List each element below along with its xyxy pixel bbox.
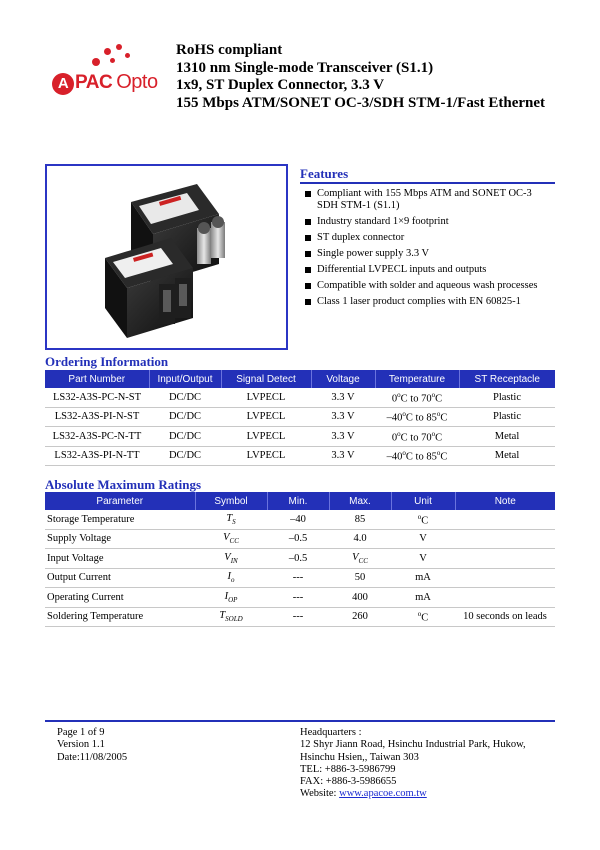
signal-detect-cell: LVPECL [221, 446, 311, 466]
unit-cell [391, 529, 455, 549]
ordering-table [45, 370, 555, 466]
footer-page-info [57, 727, 127, 764]
website-link[interactable]: www.apacoe.com.tw [339, 788, 427, 800]
column-header: Voltage [311, 370, 375, 388]
table-row [45, 407, 555, 427]
temperature-unit: C [435, 393, 443, 404]
footer-contact [300, 727, 526, 801]
feature-text: Compatible with solder and aqueous wash processes [317, 280, 538, 291]
document-header [176, 42, 545, 112]
part-number-cell: LS32-A3S-PI-N-ST [45, 407, 149, 427]
voltage-cell: 3.3 V [311, 388, 375, 407]
unit-value: C [421, 612, 429, 624]
voltage-cell: 3.3 V [311, 427, 375, 447]
feature-item [305, 296, 555, 308]
feature-text: ST duplex connector [317, 232, 405, 243]
symbol-subscript: IN [230, 556, 238, 565]
parameter-cell: Supply Voltage [45, 529, 195, 549]
part-number-cell: LS32-A3S-PC-N-TT [45, 427, 149, 447]
unit-cell [391, 588, 455, 608]
page-number: Page 1 of 9 [57, 727, 105, 738]
symbol: I [227, 571, 231, 583]
features-title: Features [300, 166, 349, 181]
bullet-icon [305, 267, 311, 273]
max-cell [329, 529, 391, 549]
symbol-cell [195, 510, 267, 529]
parameter-cell: Output Current [45, 568, 195, 588]
column-header: Min. [267, 492, 329, 510]
temperature-low: 0 [391, 432, 398, 443]
column-header: Unit [391, 492, 455, 510]
column-header: Parameter [45, 492, 195, 510]
temperature-low: 0 [391, 393, 398, 404]
header-line-standards: 155 Mbps ATM/SONET OC-3/SDH STM-1/Fast Ethernet [176, 94, 546, 111]
min-cell: –0.5 [267, 549, 329, 569]
feature-item [305, 216, 555, 228]
website-label: Website: [300, 788, 340, 800]
symbol: V [224, 551, 231, 563]
symbol: V [223, 532, 230, 544]
max-value: 400 [352, 591, 368, 603]
table-row [45, 607, 555, 627]
unit-value: mA [415, 591, 431, 603]
max-symbol: V [352, 551, 359, 563]
temperature-cell [375, 388, 459, 407]
io-cell: DC/DC [149, 388, 221, 407]
min-cell: --- [267, 568, 329, 588]
min-cell: --- [267, 607, 329, 627]
table-row [45, 427, 555, 447]
note-cell [455, 588, 555, 608]
parameter-cell: Soldering Temperature [45, 607, 195, 627]
note-cell: 10 seconds on leads [455, 607, 555, 627]
feature-text: Differential LVPECL inputs and outputs [317, 264, 487, 275]
symbol-cell [195, 529, 267, 549]
bullet-icon [305, 191, 311, 197]
fax: FAX: +886-3-5986655 [300, 776, 397, 788]
symbol-subscript: OP [228, 595, 238, 604]
unit-cell [391, 510, 455, 529]
temperature-low: –40 [386, 412, 403, 424]
temperature-unit: C [435, 432, 443, 443]
max-cell [329, 549, 391, 569]
temperature-range: C to 70 [400, 432, 432, 443]
degree-symbol: o [402, 410, 406, 418]
bullet-icon [305, 219, 311, 225]
degree-symbol: o [436, 449, 441, 457]
symbol-subscript: CC [229, 537, 239, 546]
table-row [45, 510, 555, 529]
table-header-row [45, 370, 555, 388]
column-header: Max. [329, 492, 391, 510]
feature-text: Industry standard 1×9 footprint [317, 216, 449, 227]
max-value: 4.0 [353, 533, 367, 545]
address-line-1: 12 Shyr Jiann Road, Hsinchu Industrial Park, Hukow, [300, 739, 526, 751]
temperature-cell [375, 427, 459, 447]
column-header: ST Receptacle [459, 370, 555, 388]
degree-symbol: o [397, 390, 401, 399]
header-line-rohs: RoHS compliant [176, 42, 283, 58]
max-cell [329, 510, 391, 529]
feature-text: Compliant with 155 Mbps ATM and SONET OC-3 SDH STM-1 (S1.1) [317, 188, 532, 211]
symbol-cell [195, 588, 267, 608]
max-value: 85 [354, 513, 366, 525]
max-cell [329, 607, 391, 627]
io-cell: DC/DC [149, 446, 221, 466]
logo-dot [110, 58, 115, 63]
unit-value: C [421, 515, 429, 526]
part-number-cell: LS32-A3S-PC-N-ST [45, 388, 149, 407]
column-header: Signal Detect [221, 370, 311, 388]
degree-symbol: o [431, 390, 436, 399]
part-number-cell: LS32-A3S-PI-N-TT [45, 446, 149, 466]
website-line [300, 788, 526, 800]
degree-symbol: o [397, 429, 401, 438]
degree-symbol: o [436, 410, 441, 418]
table-row [45, 529, 555, 549]
feature-item [305, 232, 555, 244]
unit-value: V [419, 533, 427, 545]
degree-symbol: o [417, 512, 422, 521]
table-row [45, 568, 555, 588]
temperature-low: –40 [386, 451, 403, 463]
voltage-cell: 3.3 V [311, 407, 375, 427]
bullet-icon [305, 283, 311, 289]
unit-cell [391, 568, 455, 588]
parameter-cell: Storage Temperature [45, 510, 195, 529]
min-cell: –40 [267, 510, 329, 529]
symbol-cell [195, 568, 267, 588]
max-cell [329, 568, 391, 588]
headquarters-label: Headquarters : [300, 727, 362, 738]
voltage-cell: 3.3 V [311, 446, 375, 466]
temperature-cell [375, 407, 459, 427]
address-line-2: Hsinchu Hsien,, Taiwan 303 [300, 751, 419, 763]
table-row [45, 388, 555, 407]
parameter-cell: Operating Current [45, 588, 195, 608]
bullet-icon [305, 251, 311, 257]
feature-text: Single power supply 3.3 V [317, 248, 430, 259]
signal-detect-cell: LVPECL [221, 427, 311, 447]
logo-dot [116, 44, 122, 50]
unit-cell [391, 607, 455, 627]
symbol-cell [195, 549, 267, 569]
symbol: T [226, 512, 233, 524]
ratings-title: Absolute Maximum Ratings [45, 477, 202, 492]
bullet-icon [305, 299, 311, 305]
note-cell [455, 510, 555, 529]
min-cell: --- [267, 588, 329, 608]
temperature-range: C to 85 [405, 412, 437, 424]
max-subscript: CC [358, 556, 368, 565]
feature-item [305, 188, 555, 212]
symbol-subscript: SOLD [225, 615, 243, 624]
feature-item [305, 248, 555, 260]
io-cell: DC/DC [149, 407, 221, 427]
feature-item [305, 280, 555, 292]
date: Date:11/08/2005 [57, 751, 128, 763]
symbol-subscript: S [232, 517, 236, 526]
symbol: T [219, 610, 226, 622]
transceiver-illustration [47, 166, 286, 348]
temperature-range: C to 70 [400, 393, 432, 404]
temperature-range: C to 85 [405, 451, 437, 463]
telephone: TEL: +886-3-5986799 [300, 763, 396, 775]
column-header: Temperature [375, 370, 459, 388]
io-cell: DC/DC [149, 427, 221, 447]
company-logo [52, 44, 167, 102]
column-header: Note [455, 492, 555, 510]
table-row [45, 549, 555, 569]
header-line-product: 1310 nm Single-mode Transceiver (S1.1) [176, 59, 434, 76]
max-value: 260 [352, 611, 368, 623]
table-header-row [45, 492, 555, 510]
logo-wordmark: A PAC Opto [52, 71, 158, 95]
features-list [305, 188, 555, 312]
receptacle-cell: Metal [459, 446, 555, 466]
temperature-unit: C [440, 451, 448, 463]
signal-detect-cell: LVPECL [221, 407, 311, 427]
column-header: Symbol [195, 492, 267, 510]
receptacle-cell: Plastic [459, 407, 555, 427]
symbol-subscript: o [231, 576, 235, 585]
feature-item [305, 264, 555, 276]
max-value: 50 [354, 572, 366, 584]
degree-symbol: o [417, 610, 422, 618]
bullet-icon [305, 235, 311, 241]
degree-symbol: o [431, 429, 436, 438]
signal-detect-cell: LVPECL [221, 388, 311, 407]
unit-value: V [419, 552, 427, 564]
min-cell: –0.5 [267, 529, 329, 549]
temperature-unit: C [440, 412, 448, 424]
parameter-cell: Input Voltage [45, 549, 195, 569]
note-cell [455, 529, 555, 549]
product-photo [45, 164, 288, 350]
symbol: I [224, 590, 229, 602]
logo-dot [92, 58, 100, 66]
max-cell [329, 588, 391, 608]
footer-divider [45, 720, 555, 722]
column-header: Input/Output [149, 370, 221, 388]
symbol-cell [195, 607, 267, 627]
table-row [45, 446, 555, 466]
unit-value: mA [415, 572, 431, 584]
version: Version 1.1 [57, 739, 105, 751]
logo-dot [104, 48, 111, 55]
degree-symbol: o [402, 449, 406, 457]
receptacle-cell: Metal [459, 427, 555, 447]
note-cell [455, 568, 555, 588]
temperature-cell [375, 446, 459, 466]
receptacle-cell: Plastic [459, 388, 555, 407]
column-header: Part Number [45, 370, 149, 388]
logo-dot [125, 53, 130, 58]
table-row [45, 588, 555, 608]
feature-text: Class 1 laser product complies with EN 60825-1 [317, 296, 521, 307]
header-line-connector: 1x9, ST Duplex Connector, 3.3 V [176, 77, 385, 93]
ratings-table [45, 492, 555, 627]
features-divider [300, 182, 555, 184]
unit-cell [391, 549, 455, 569]
ordering-title: Ordering Information [45, 354, 169, 369]
note-cell [455, 549, 555, 569]
